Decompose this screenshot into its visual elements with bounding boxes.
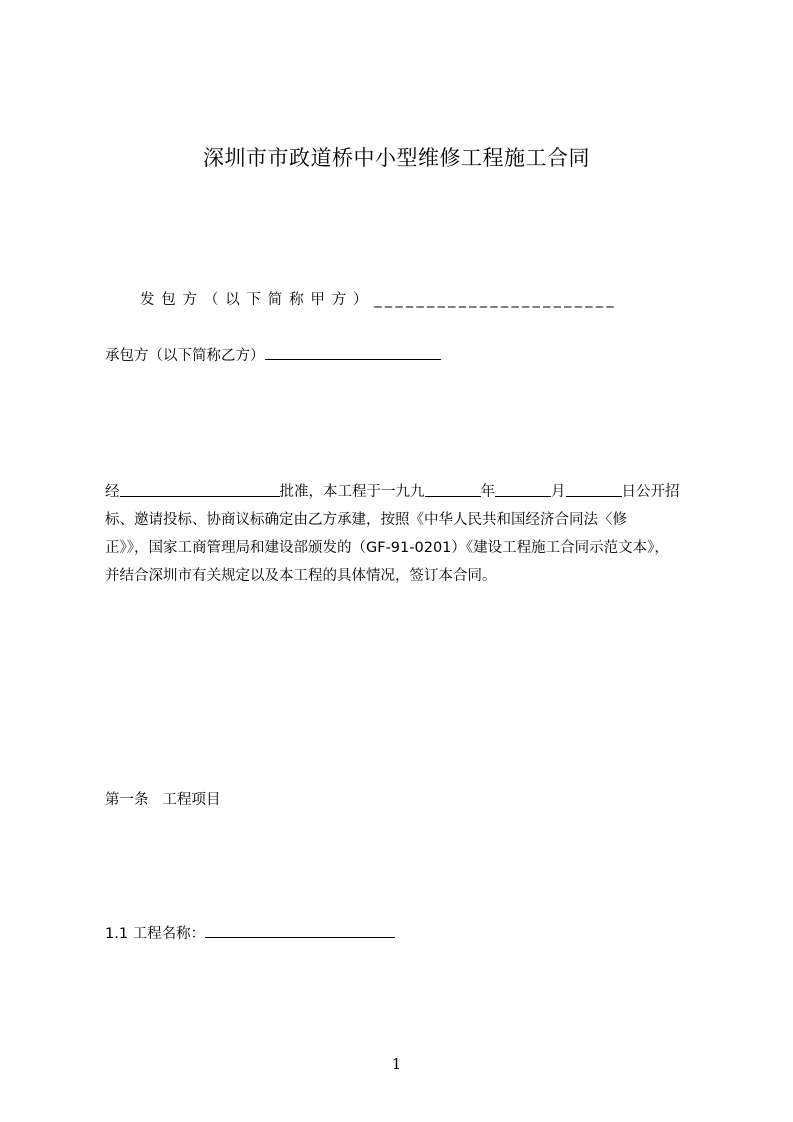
approver-blank	[120, 481, 280, 497]
party-a-line	[140, 290, 617, 310]
article-1-number: 第一条	[105, 792, 149, 808]
preamble-approval-text: 批准，本工程于一九九	[279, 484, 425, 500]
preamble-row-4: 并结合深圳市有关规定以及本工程的具体情况，签订本合同。	[105, 568, 497, 584]
preamble-prefix: 经	[105, 484, 120, 500]
page-number: 1	[391, 1055, 402, 1073]
article-1-heading	[105, 788, 221, 809]
year-blank	[425, 481, 481, 497]
preamble-row-1	[105, 478, 705, 506]
month-label: 月	[551, 484, 566, 500]
item-1-1	[105, 922, 395, 943]
item-1-1-label: 1.1 工程名称：	[105, 926, 206, 942]
year-label: 年	[480, 484, 495, 500]
preamble-row-3: 正》》，国家工商管理局和建设部颁发的（GF-91-0201）《建设工程施工合同示范文本》，	[105, 540, 669, 556]
preamble-row-2: 标、邀请投标、协商议标确定由乙方承建，按照《中华人民共和国经济合同法〈修	[105, 512, 627, 528]
party-a-label: 发包方（以下简称甲方）	[140, 292, 375, 308]
preamble-paragraph	[105, 478, 705, 590]
project-name-blank	[205, 923, 395, 938]
month-blank	[495, 481, 551, 497]
party-a-blank: _______________________	[374, 292, 617, 308]
document-title: 深圳市市政道桥中小型维修工程施工合同	[203, 146, 590, 170]
article-1-title: 工程项目	[162, 792, 221, 808]
day-label: 日公开招	[621, 484, 680, 500]
party-b-line	[105, 345, 441, 366]
party-b-label: 承包方（以下简称乙方）	[105, 348, 265, 364]
party-b-blank	[265, 345, 441, 360]
day-blank	[566, 481, 622, 497]
